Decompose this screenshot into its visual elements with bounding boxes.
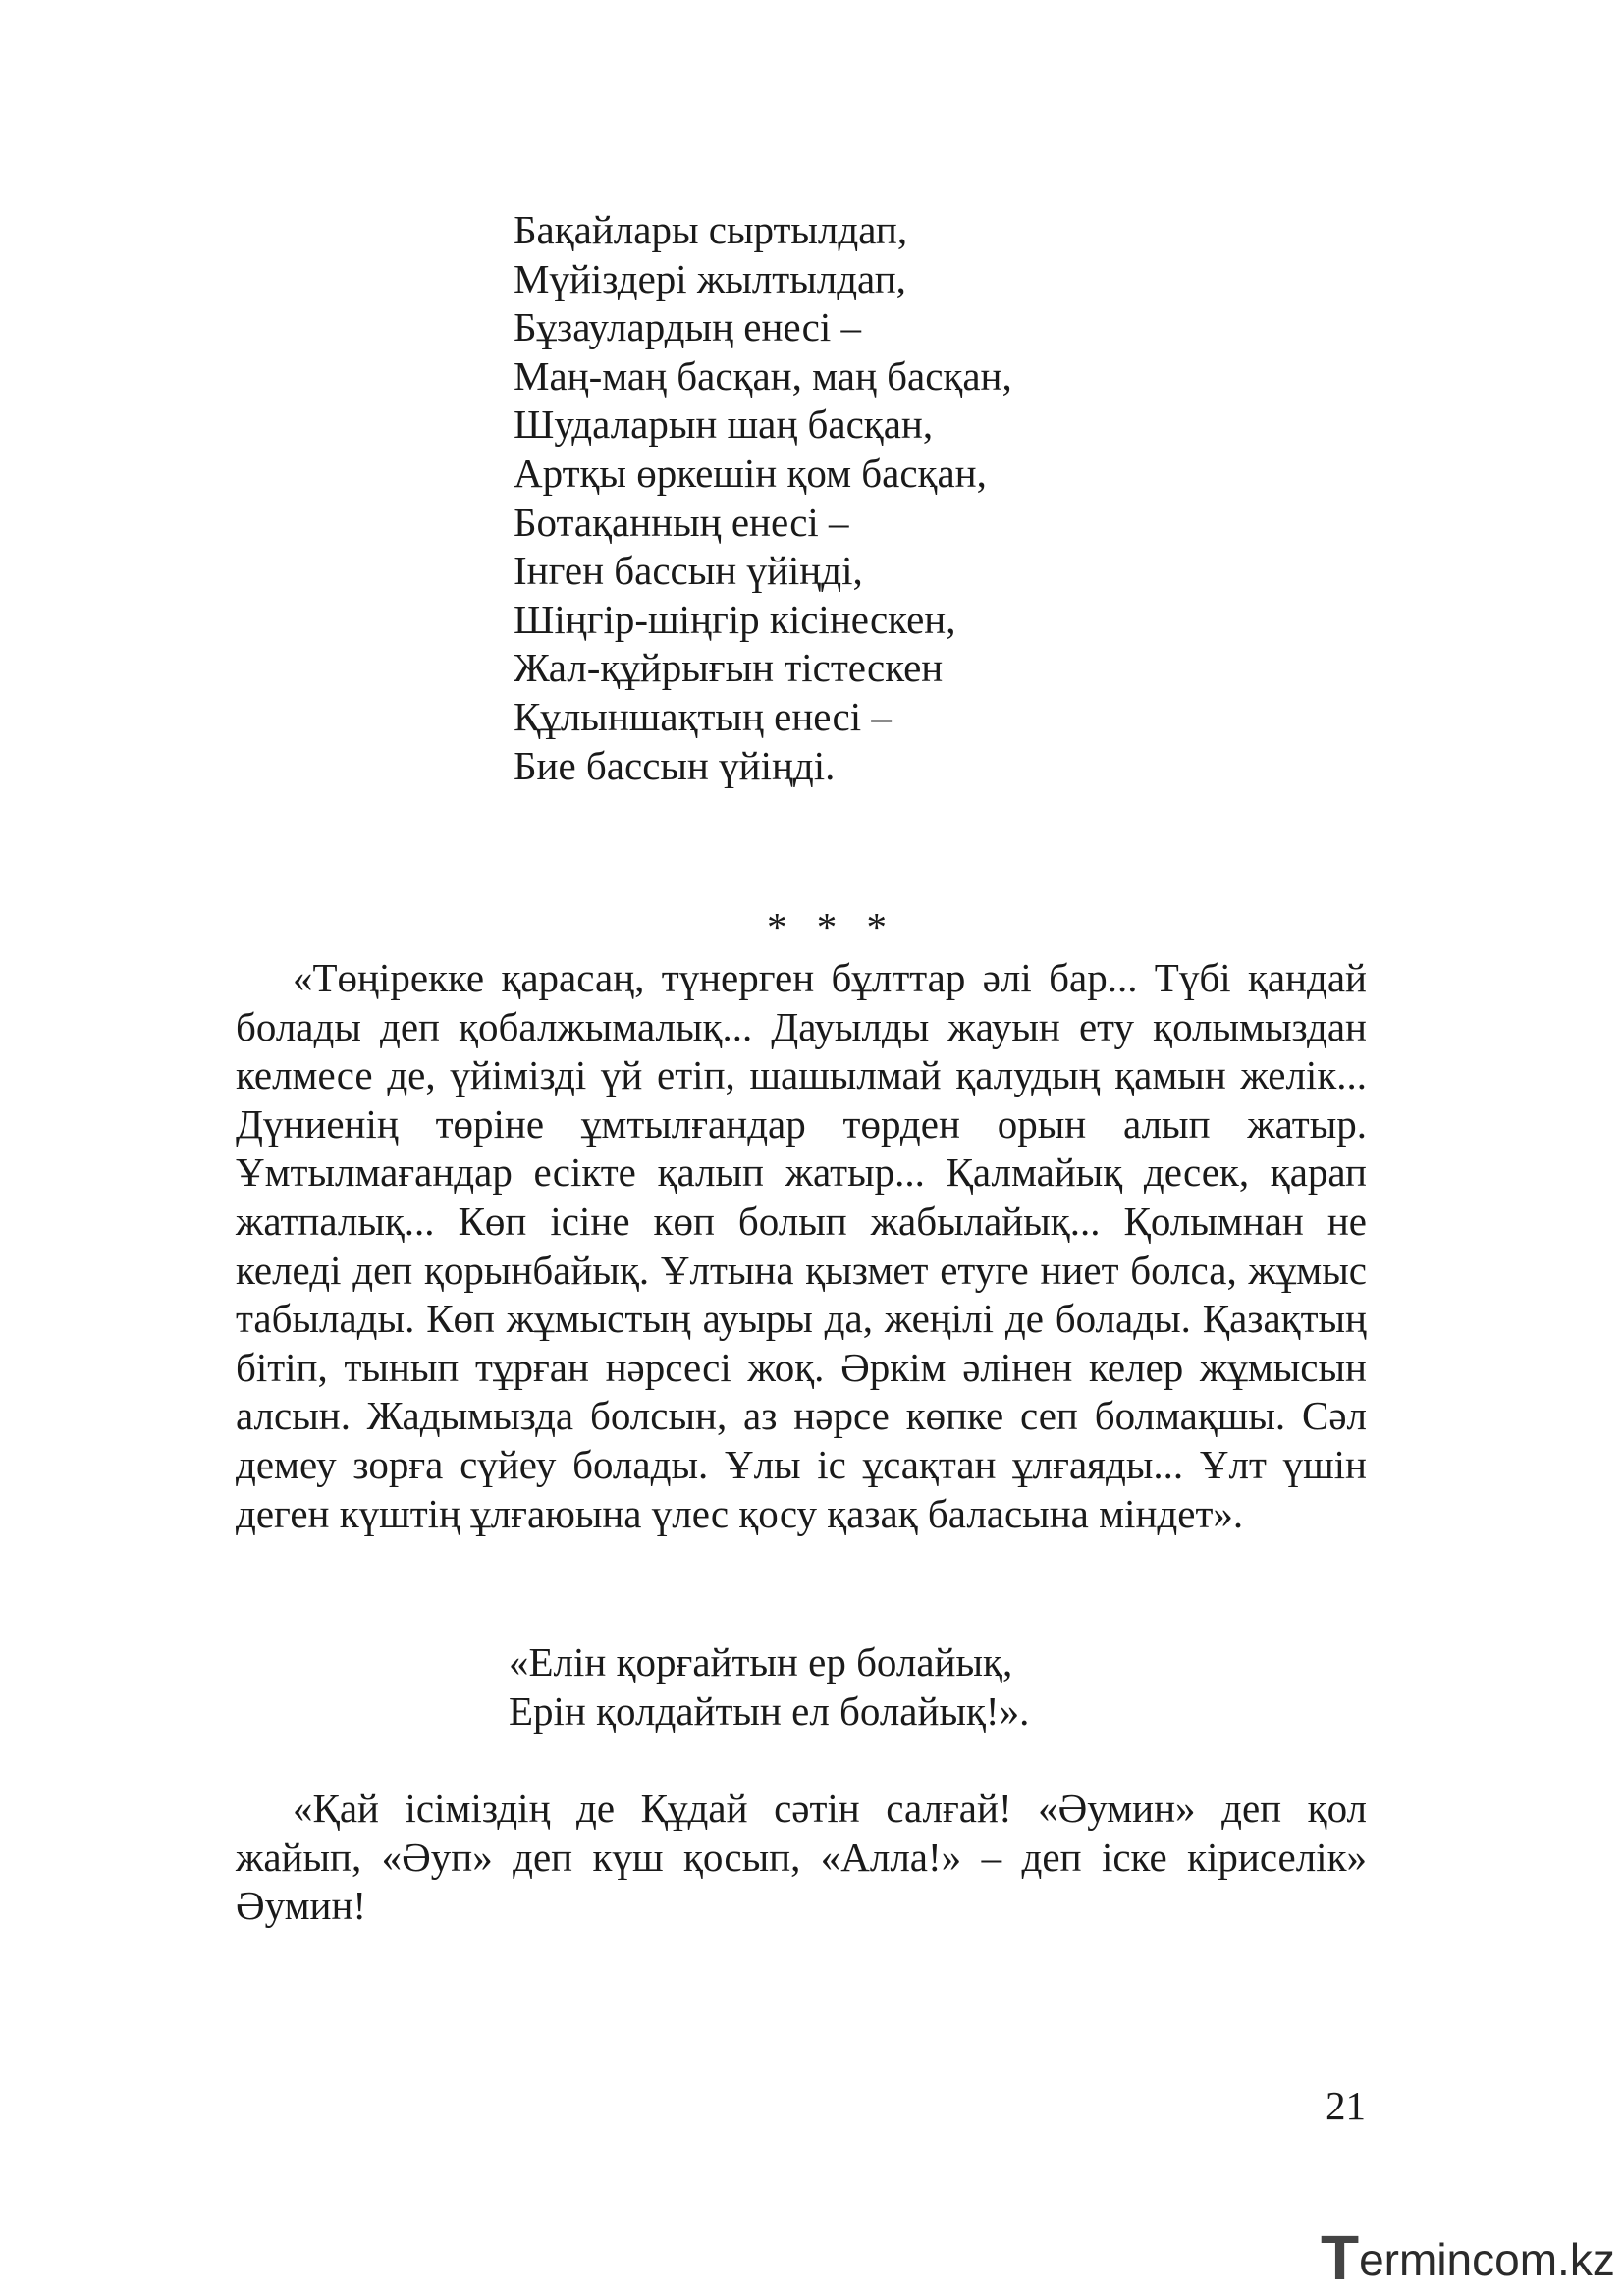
poem-line: Інген бассын үйіңді, (514, 548, 863, 594)
watermark-o: o (1494, 2234, 1520, 2285)
poem-line: Шіңгір-шіңгір кісінескен, (514, 596, 956, 642)
poem-line: Бие бассын үйіңді. (514, 742, 836, 788)
closing-paragraph: «Қай ісіміздің де Құдай сәтін салғай! «Әумин» деп қол жайып, «Әуп» деп күш қосып, «Алла!» – деп іске кіриселік» Әумин! (236, 1786, 1367, 1929)
watermark-text: erminc (1359, 2234, 1495, 2285)
poem-line: Маң-маң басқан, маң басқан, (514, 352, 1012, 399)
page-number: 21 (1326, 2083, 1366, 2128)
body-paragraph: «Төңірекке қарасаң, түнерген бұлттар әлі бар... Түбі қандай болады деп қобалжымалық... Дауылды жауын ету қолымыздан келмесе де, үйімізді үй етіп, шашылмай қалудың қамын желік... Дүниенің төріне ұмтылғандар төрден орын алып жатыр. Ұмтылмағандар есікте қалып жатыр... Қалмайық десек, қарап жатпалық... Көп ісіне көп болып жабылайық... Қолымнан не келеді деп қорынбайық. Ұлтына қызмет етуге ниет болса, жұмыс табылады. Көп жұмыстың ауыры да, жеңілі де болады. Қазақтың бітіп, тынып тұрған нәрсесі жоқ. Әркім әлінен келер жұмысын алсын. Жадымызда болсын, аз нәрсе көпке сеп болмақшы. Сәл демеу зорға сүйеу болады. Ұлы іс ұсақтан ұлғаяды... Ұлт үшін деген күштің ұлғаюына үлес қосу қазақ баласына міндет». (236, 955, 1367, 1536)
poem-line: Жал-құйрығын тістескен (514, 645, 944, 691)
site-watermark (1321, 2222, 1615, 2293)
quote-block (509, 1637, 1029, 1735)
watermark-initial: T (1321, 2222, 1360, 2293)
section-separator: * * * (767, 904, 896, 949)
poem-line: Бақайлары сыртылдап, (514, 207, 908, 252)
quote-line: Ерін қолдайтын ел болайық!». (509, 1688, 1030, 1734)
poem-line: Бұзаулардың енесі – (514, 304, 861, 350)
poem-line: Шудаларын шаң басқан, (514, 401, 934, 448)
poem-block (514, 206, 1012, 790)
poem-line: Мүйіздері жылтылдап, (514, 255, 906, 301)
quote-line: «Елін қорғайтын ер болайық, (509, 1639, 1013, 1684)
poem-line: Құлыншақтың енесі – (514, 693, 892, 739)
poem-line: Ботақанның енесі – (514, 499, 849, 545)
watermark-tail: m.kz (1519, 2234, 1615, 2285)
poem-line: Артқы өркешін қом басқан, (514, 450, 987, 496)
